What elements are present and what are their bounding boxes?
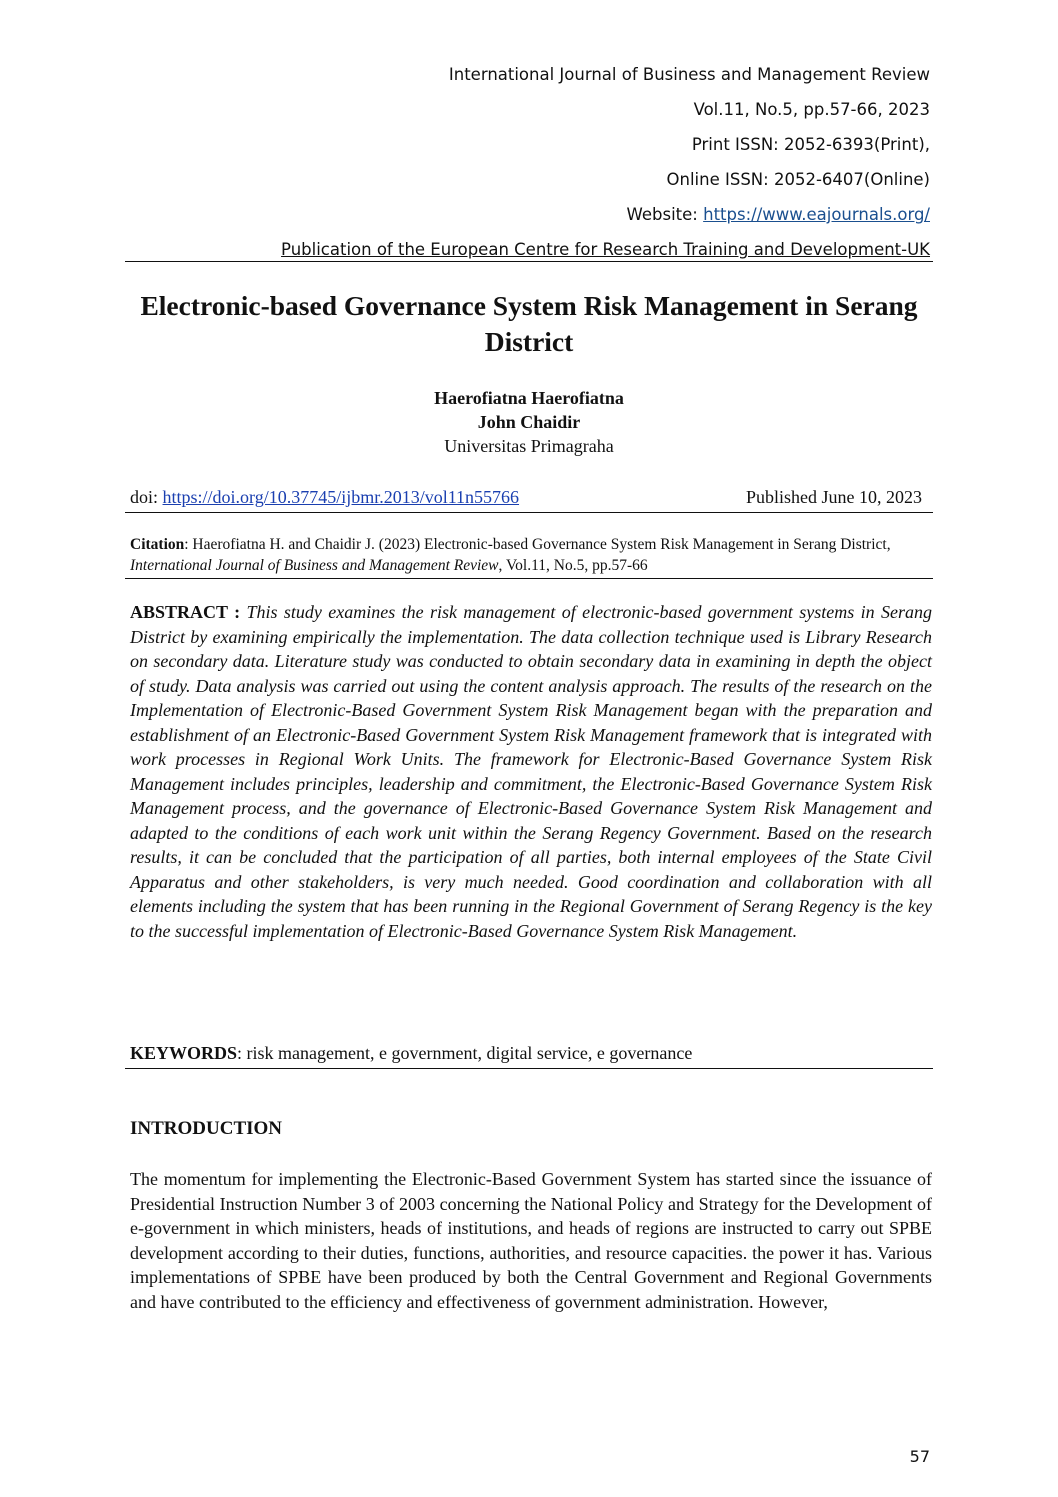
doi-link[interactable]: https://doi.org/10.37745/ijbmr.2013/vol11n55766 [162, 487, 520, 507]
author-1: Haerofiatna Haerofiatna [434, 388, 624, 408]
author-block [125, 386, 933, 458]
doi-label: doi: [130, 487, 163, 507]
website-link[interactable]: https://www.eajournals.org/ [703, 205, 930, 224]
keywords-rule [125, 1068, 933, 1069]
paper-title: Electronic-based Governance System Risk Management in Serang District [140, 290, 918, 357]
abstract [130, 600, 932, 943]
website-label: Website: [626, 205, 704, 224]
volume-info: Vol.11, No.5, pp.57-66, 2023 [693, 100, 930, 119]
citation-rule [125, 578, 933, 579]
header-rule [125, 261, 933, 262]
author-2: John Chaidir [477, 412, 581, 432]
introduction-text: The momentum for implementing the Electronic-Based Government System has started since the issuance of Presidential Instruction Number 3 of 2003 concerning the National Policy and Strategy for the Development of e-government in which ministers, heads of institutions, and heads of regions are instructed to carry out SPBE development according to their duties, functions, authorities, and resource capacities. the power it has. Various implementations of SPBE have been produced by both the Central Government and Regional Governments and have contributed to the efficiency and effectiveness of government administration. However, [130, 1169, 932, 1312]
affiliation: Universitas Primagraha [444, 436, 614, 456]
citation [130, 534, 933, 576]
online-issn: Online ISSN: 2052-6407(Online) [666, 170, 930, 189]
citation-text-a: : Haerofiatna H. and Chaidir J. (2023) Electronic-based Governance System Risk Management in Serang District, [184, 536, 891, 553]
journal-name: International Journal of Business and Management Review [448, 65, 930, 84]
keywords [130, 1043, 692, 1064]
citation-label: Citation [130, 536, 185, 553]
abstract-label: ABSTRACT : [130, 602, 247, 622]
publisher-line: Publication of the European Centre for Research Training and Development-UK [281, 240, 930, 259]
doi-line [130, 487, 519, 508]
abstract-text: This study examines the risk management of electronic-based government systems in Serang District by examining empirically the implementation. The data collection technique used is Library Research on secondary data. Literature study was conducted to obtain secondary data in examining in depth the object of study. Data analysis was carried out using the content analysis approach. The results of the research on the Implementation of Electronic-Based Government System Risk Management began with the preparation and establishment of an Electronic-Based Government System Risk Management framework that is integrated with work processes in Regional Work Units. The framework for Electronic-Based Governance System Risk Management includes principles, leadership and commitment, the Electronic-Based Governance System Risk Management process, and the governance of Electronic-Based Governance System Risk Management and adapted to the conditions of each work unit within the Serang Regency Government. Based on the research results, it can be concluded that the participation of all parties, both internal employees of the State Civil Apparatus and other stakeholders, is very much needed. Good coordination and collaboration with all elements including the system that has been running in the Regional Government of Serang Regency is the key to the successful implementation of Electronic-Based Governance System Risk Management. [130, 602, 932, 941]
section-heading-introduction: INTRODUCTION [130, 1118, 283, 1139]
published-date: Published June 10, 2023 [745, 487, 922, 507]
citation-text-b: , Vol.11, No.5, pp.57-66 [498, 557, 648, 574]
doi-rule [125, 512, 933, 513]
website-line [627, 205, 930, 225]
keywords-text: : risk management, e government, digital service, e governance [237, 1043, 693, 1063]
citation-journal: International Journal of Business and Management Review [130, 557, 499, 574]
print-issn: Print ISSN: 2052-6393(Print), [691, 135, 930, 154]
page-number: 57 [909, 1447, 930, 1466]
keywords-label: KEYWORDS [130, 1043, 238, 1063]
